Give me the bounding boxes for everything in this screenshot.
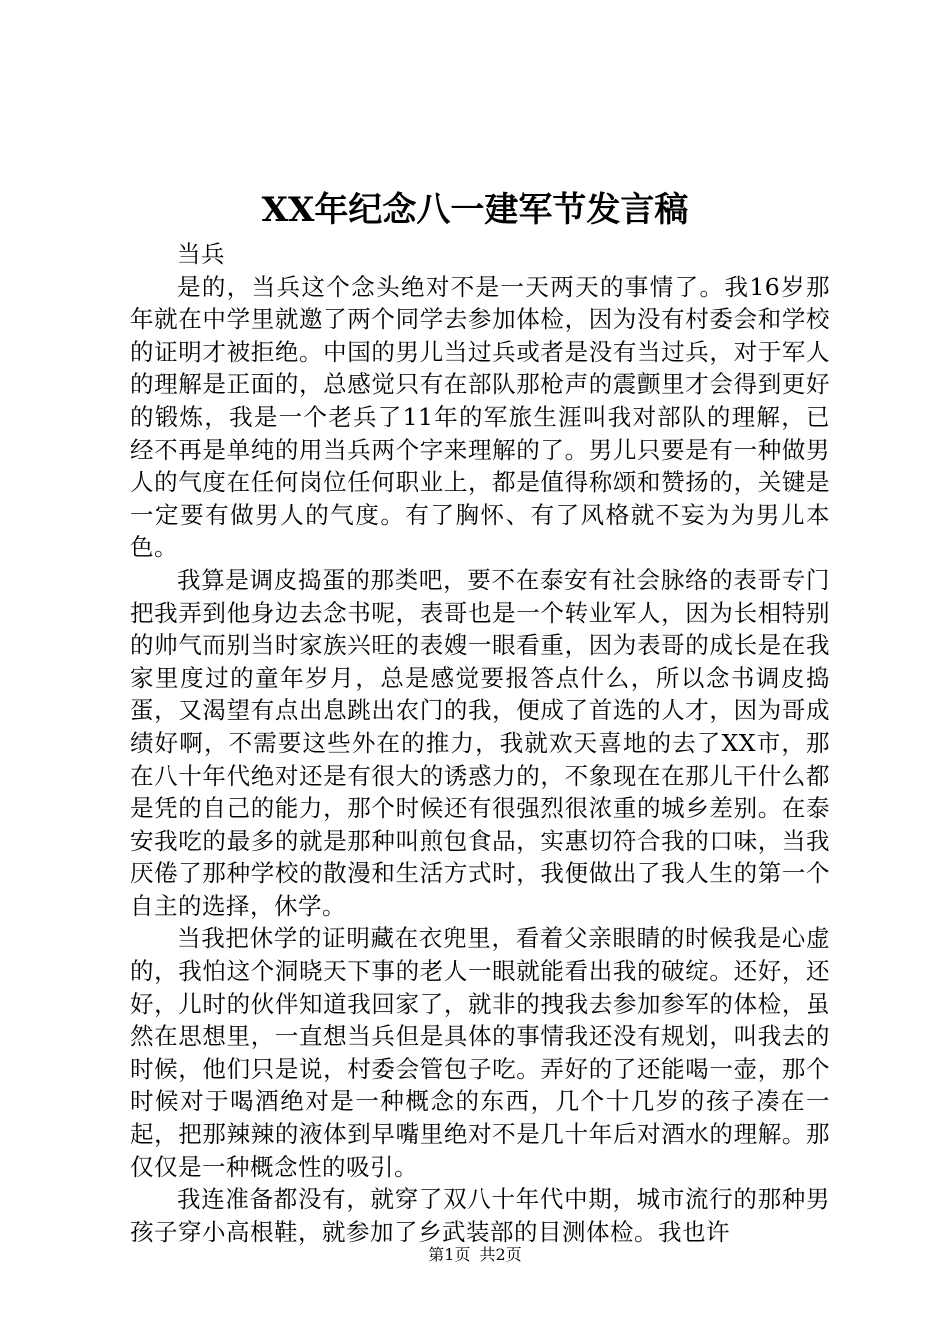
- document-body: [130, 238, 830, 1248]
- paragraph: 当我把休学的证明藏在衣兜里，看着父亲眼睛的时候我是心虚的，我怕这个洞晓天下事的老人一眼就能看出我的破绽。还好，还好，儿时的伙伴知道我回家了，就非的拽我去参加参军的体检，虽然在思想里，一直想当兵但是具体的事情我还没有规划，叫我去的时候，他们只是说，村委会管包子吃。弄好的了还能喝一壶，那个时候对于喝酒绝对是一种概念的东西，几个十几岁的孩子凑在一起，把那辣辣的液体到早嘴里绝对不是几十年后对酒水的理解。那仅仅是一种概念性的吸引。: [130, 924, 830, 1181]
- page-number: 第1页: [428, 1245, 471, 1264]
- page-total: 共2页: [479, 1245, 522, 1264]
- paragraph: 是的，当兵这个念头绝对不是一天两天的事情了。我16岁那年就在中学里就邀了两个同学去参加体检，因为没有村委会和学校的证明才被拒绝。中国的男儿当过兵或者是没有当过兵，对于军人的理解是正面的，总感觉只有在部队那枪声的震颤里才会得到更好的锻炼，我是一个老兵了11年的军旅生涯叫我对部队的理解，已经不再是单纯的用当兵两个字来理解的了。男儿只要是有一种做男人的气度在任何岗位任何职业上，都是值得称颂和赞扬的，关键是一定要有做男人的气度。有了胸怀、有了风格就不妄为为男儿本色。: [130, 272, 830, 562]
- document-title: XX年纪念八一建军节发言稿: [261, 190, 689, 230]
- paragraph-heading: 当兵: [177, 240, 225, 268]
- paragraph: 我连准备都没有，就穿了双八十年代中期，城市流行的那种男孩子穿小高根鞋，就参加了乡武装部的目测体检。我也许: [130, 1185, 830, 1246]
- page-footer: [0, 1244, 950, 1266]
- paragraph: 我算是调皮捣蛋的那类吧，要不在泰安有社会脉络的表哥专门把我弄到他身边去念书呢，表哥也是一个转业军人，因为长相特别的帅气而别当时家族兴旺的表嫂一眼看重，因为表哥的成长是在我家里度过的童年岁月，总是感觉要报答点什么，所以念书调皮捣蛋，又渴望有点出息跳出农门的我，便成了首选的人才，因为哥成绩好啊，不需要这些外在的推力，我就欢天喜地的去了XX市，那在八十年代绝对还是有很大的诱惑力的，不象现在在那儿干什么都是凭的自己的能力，那个时候还有很强烈很浓重的城乡差别。在泰安我吃的最多的就是那种叫煎包食品，实惠切符合我的口味，当我厌倦了那种学校的散漫和生活方式时，我便做出了我人生的第一个自主的选择，休学。: [130, 565, 830, 920]
